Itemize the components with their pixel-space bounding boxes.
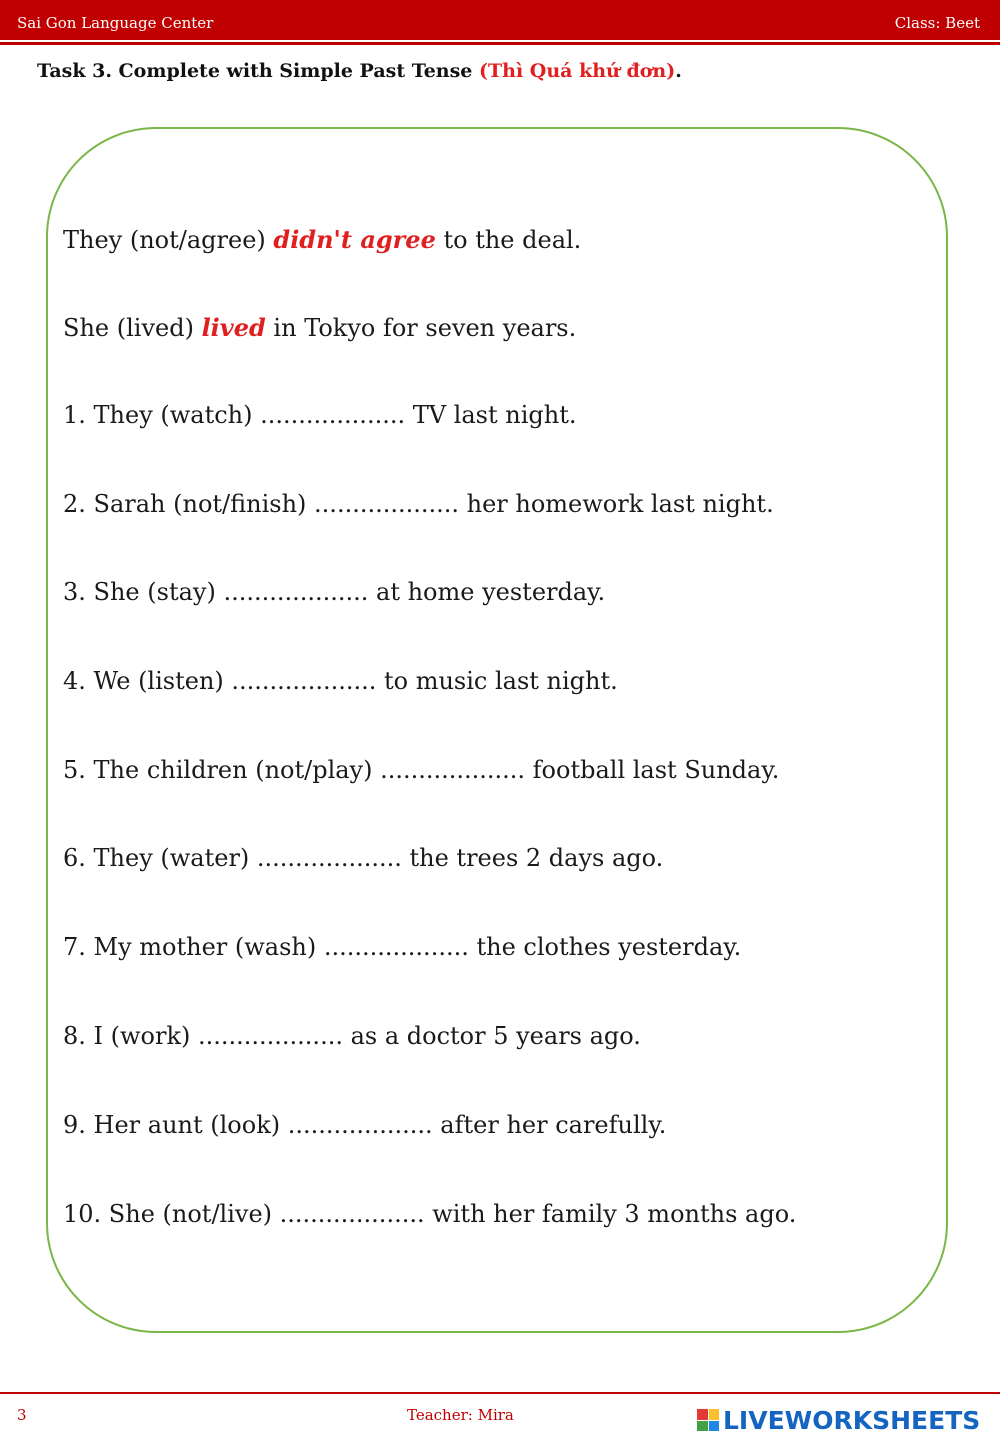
exercise-9[interactable]: 9. Her aunt (look) ................... after her carefully.	[63, 1111, 667, 1139]
example-2-answer: lived	[201, 313, 266, 342]
example-2-before: She (lived)	[63, 314, 202, 342]
task-title-vietnamese: (Thì Quá khứ đơn)	[479, 60, 676, 82]
example-1	[63, 225, 581, 254]
exercise-frame	[46, 127, 948, 1333]
page-number: 3	[17, 1406, 27, 1424]
class-label: Class: Beet	[894, 14, 980, 32]
task-title-end: .	[675, 60, 682, 82]
example-1-before: They (not/agree)	[63, 226, 274, 254]
footer-divider	[0, 1392, 1000, 1394]
exercise-7[interactable]: 7. My mother (wash) ................... the clothes yesterday.	[63, 933, 742, 961]
header-divider	[0, 42, 1000, 45]
example-1-answer: didn't agree	[273, 225, 436, 254]
example-2-after: in Tokyo for seven years.	[265, 314, 577, 342]
exercise-1[interactable]: 1. They (watch) ................... TV last night.	[63, 401, 577, 429]
exercise-3[interactable]: 3. She (stay) ................... at home yesterday.	[63, 578, 606, 606]
exercise-5[interactable]: 5. The children (not/play) ................... football last Sunday.	[63, 756, 780, 784]
exercise-8[interactable]: 8. I (work) ................... as a doctor 5 years ago.	[63, 1022, 641, 1050]
exercise-4[interactable]: 4. We (listen) ................... to music last night.	[63, 667, 618, 695]
liveworksheets-logo-icon	[697, 1409, 719, 1431]
task-title-text: Task 3. Complete with Simple Past Tense	[37, 60, 479, 82]
liveworksheets-logo[interactable]	[697, 1403, 980, 1437]
exercise-10[interactable]: 10. She (not/live) ................... with her family 3 months ago.	[63, 1200, 797, 1228]
example-1-after: to the deal.	[435, 226, 582, 254]
teacher-name: Teacher: Mira	[407, 1406, 514, 1424]
task-title	[37, 60, 682, 82]
example-2	[63, 313, 576, 342]
exercise-2[interactable]: 2. Sarah (not/finish) ................... her homework last night.	[63, 490, 774, 518]
logo-text: LIVEWORKSHEETS	[723, 1405, 981, 1435]
center-name: Sai Gon Language Center	[17, 14, 214, 32]
exercise-6[interactable]: 6. They (water) ................... the trees 2 days ago.	[63, 844, 664, 872]
